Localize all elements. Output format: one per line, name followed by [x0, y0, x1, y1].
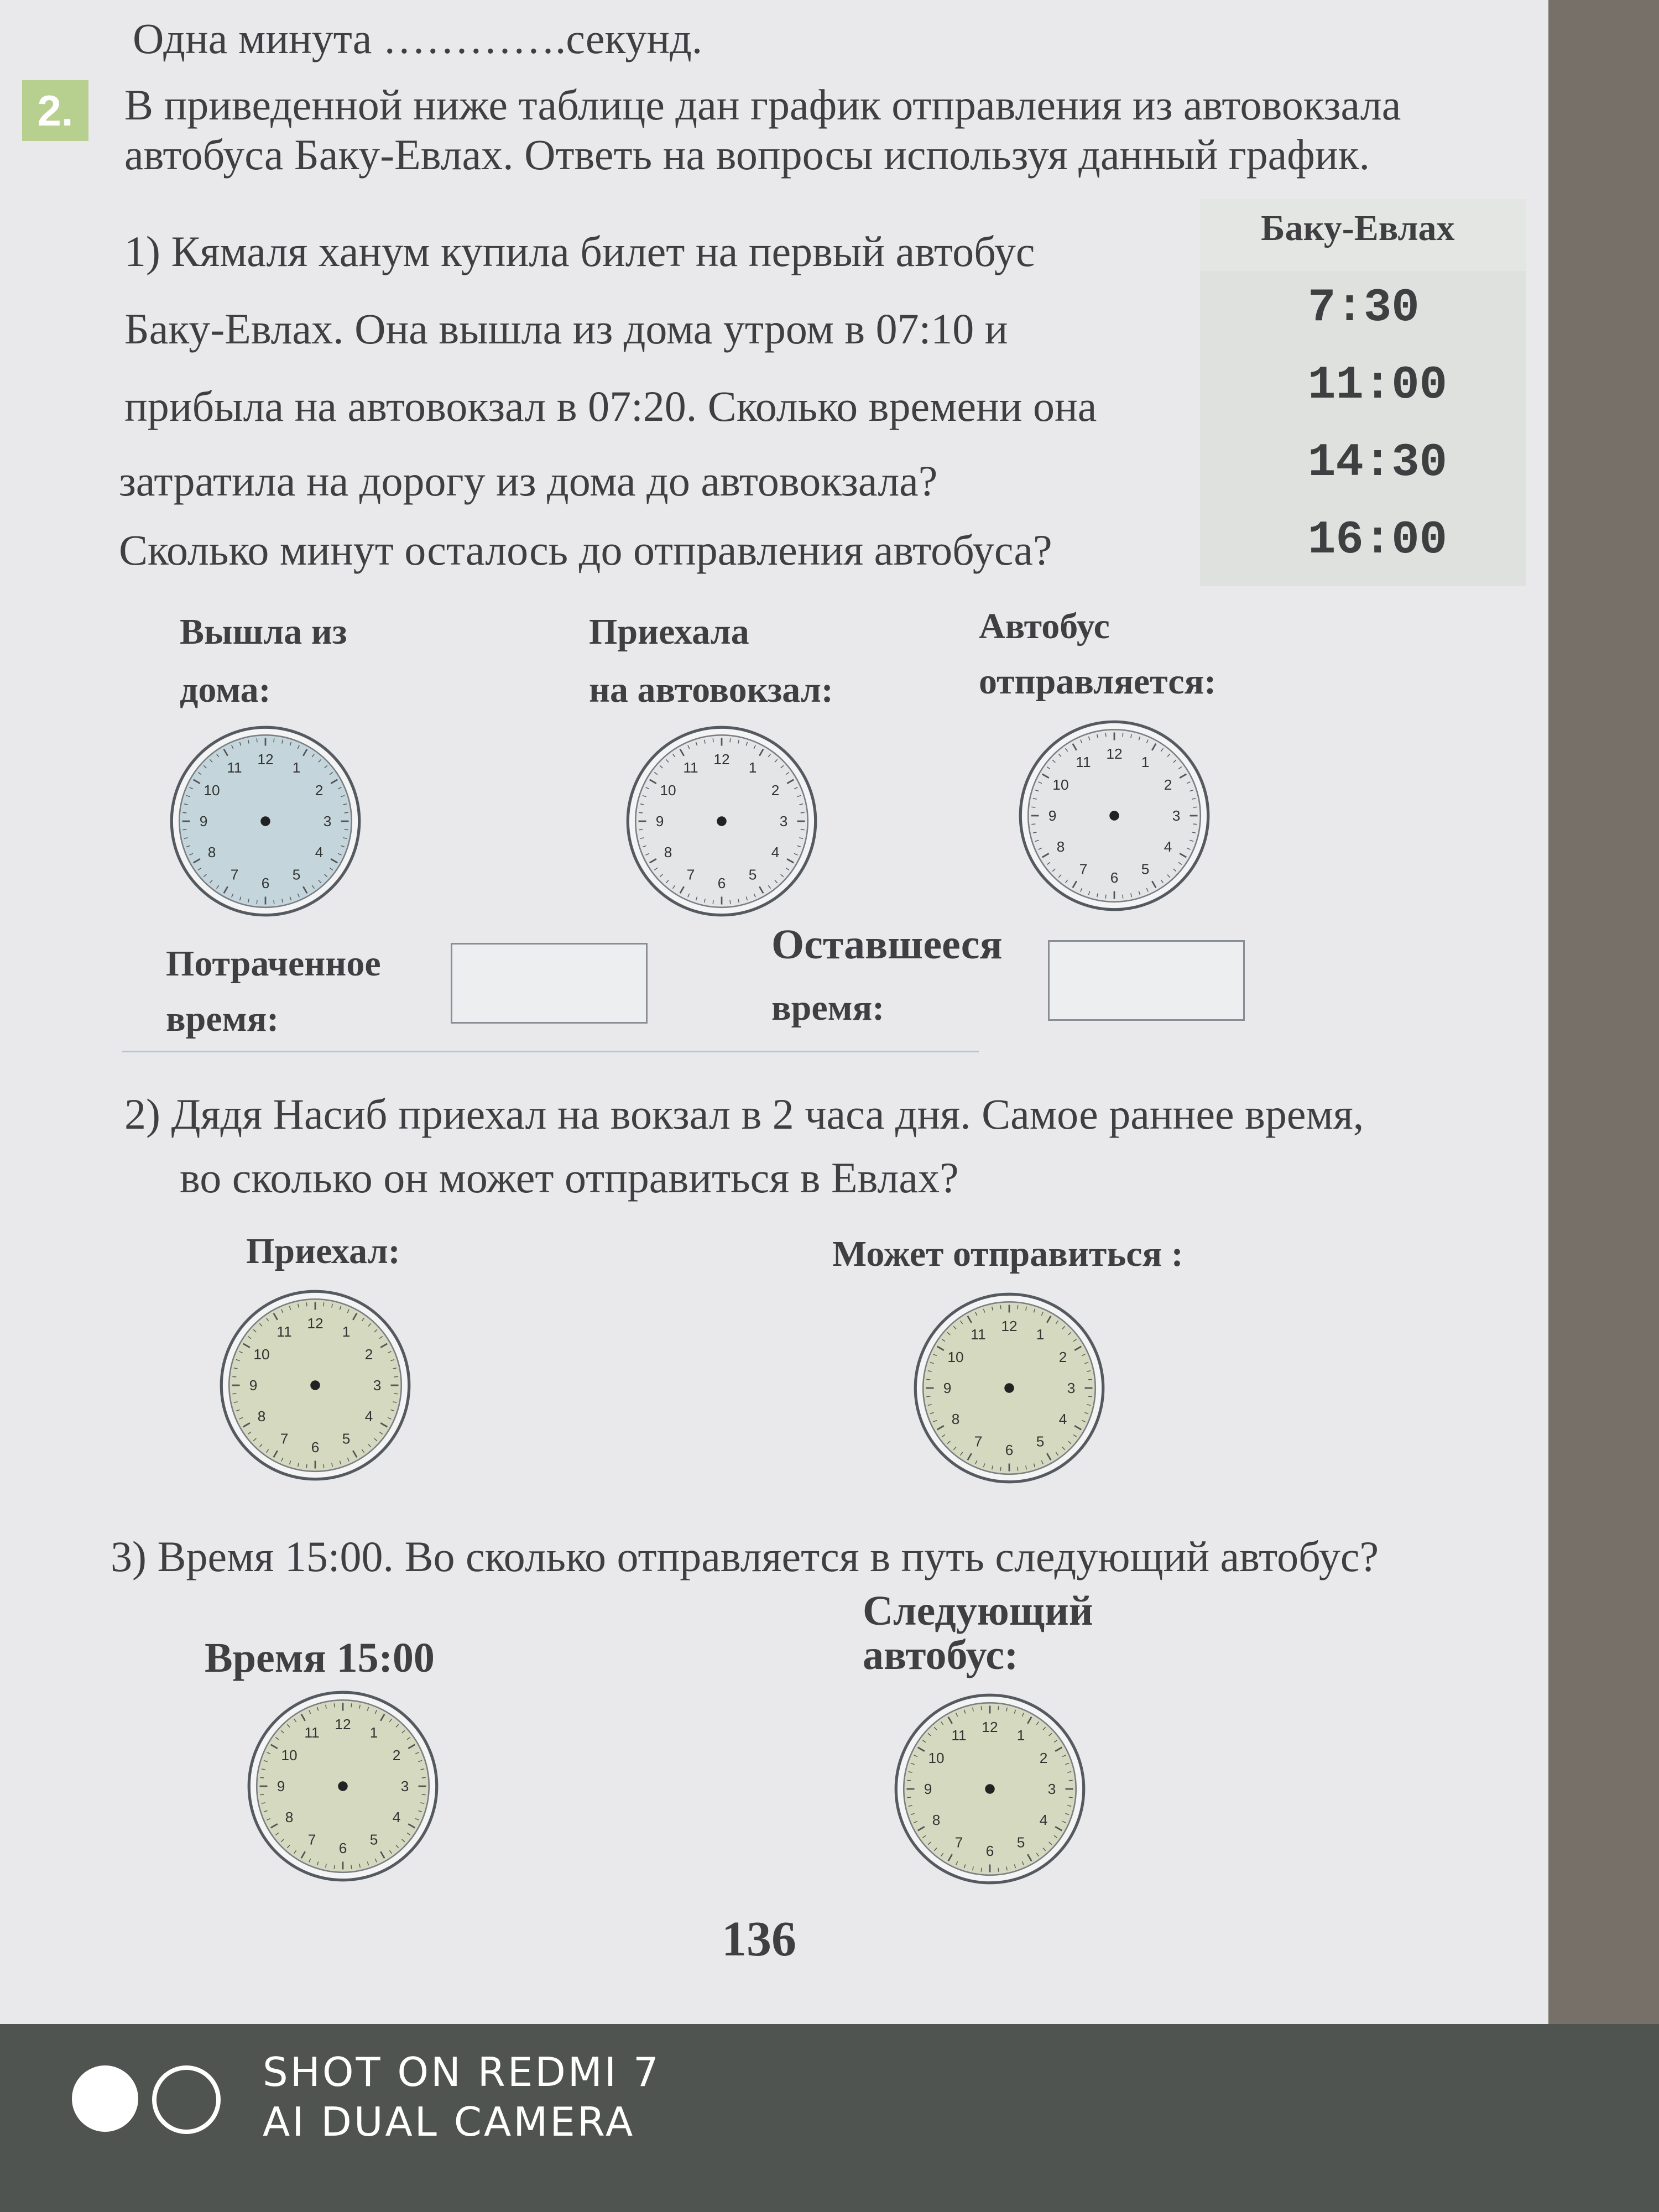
clock-center-dot	[260, 816, 270, 826]
clock-number: 11	[304, 1724, 320, 1741]
clock-number: 3	[400, 1777, 409, 1794]
top-line: Одна минута ………….секунд.	[133, 14, 703, 62]
q3-line: 3) Время 15:00. Во сколько отправляется в путь следующий автобус?	[111, 1532, 1379, 1580]
clock-number: 5	[292, 866, 301, 883]
clock-number: 11	[683, 759, 698, 776]
schedule-header: Баку-Евлах	[1261, 208, 1455, 248]
clock-number: 1	[1036, 1326, 1045, 1343]
clock-number: 2	[1058, 1348, 1067, 1365]
q1-label-departs-a: Автобус	[979, 606, 1110, 646]
clock-number: 12	[713, 750, 730, 768]
clock-number: 9	[943, 1379, 952, 1396]
schedule-time-4: 16:00	[1308, 514, 1448, 567]
clock-number: 6	[717, 874, 726, 891]
clock-number: 4	[1058, 1410, 1067, 1427]
clock-number: 5	[748, 866, 757, 883]
remaining-time-label-b: время:	[771, 988, 885, 1028]
clock-number: 6	[261, 874, 270, 891]
clock-departs-icon	[1018, 719, 1211, 912]
clock-number: 6	[338, 1839, 347, 1856]
clock-number: 9	[276, 1777, 285, 1794]
clock-number: 5	[1141, 860, 1150, 878]
clock-number: 2	[392, 1746, 401, 1764]
clock-number: 1	[342, 1323, 351, 1340]
clock-number: 12	[335, 1715, 351, 1733]
page-edge-shadow	[1548, 0, 1659, 2057]
spent-time-label-b: время:	[166, 999, 279, 1039]
clock-number: 11	[227, 759, 242, 776]
clock-number: 10	[204, 781, 220, 799]
clock-number: 2	[315, 781, 324, 799]
watermark-line-2: AI DUAL CAMERA	[263, 2099, 635, 2145]
q1-line-5: Сколько минут осталось до отправления автобуса?	[119, 526, 1052, 574]
clock-center-dot	[1109, 811, 1119, 821]
clock-number: 9	[249, 1376, 258, 1394]
schedule-time-3: 14:30	[1308, 437, 1448, 489]
q1-label-left-home-a: Вышла из	[180, 612, 347, 652]
camera-logo-ring-icon	[152, 2065, 221, 2134]
clock-number: 7	[280, 1430, 289, 1447]
q1-label-left-home-b: дома:	[180, 670, 271, 710]
clock-number: 7	[974, 1433, 983, 1450]
background-surface	[0, 2024, 1659, 2212]
q1-label-arrived-a: Приехала	[589, 612, 749, 652]
page-number: 136	[722, 1912, 796, 1966]
clock-number: 12	[1001, 1317, 1018, 1334]
clock-number: 12	[1106, 745, 1123, 762]
clock-number: 7	[954, 1834, 963, 1851]
clock-number: 6	[985, 1842, 994, 1859]
clock-number: 1	[748, 759, 757, 776]
clock-q3-time-icon	[246, 1689, 440, 1883]
clock-number: 10	[928, 1749, 945, 1766]
clock-arrived-icon	[625, 724, 818, 918]
clock-number: 11	[276, 1323, 292, 1340]
clock-number: 11	[971, 1326, 986, 1343]
schedule-time-2: 11:00	[1308, 359, 1448, 412]
q2-arrived-label: Приехал:	[246, 1231, 400, 1271]
clock-center-dot	[985, 1784, 995, 1794]
clock-number: 10	[253, 1345, 270, 1363]
clock-number: 8	[285, 1808, 294, 1825]
q3-time-label: Время 15:00	[205, 1635, 435, 1681]
clock-number: 5	[342, 1430, 351, 1447]
task-intro-line-2: автобуса Баку-Евлах. Ответь на вопросы используя данный график.	[124, 131, 1370, 179]
clock-number: 1	[1141, 753, 1150, 770]
clock-number: 11	[1076, 753, 1091, 770]
clock-number: 7	[1079, 860, 1088, 878]
clock-number: 5	[1036, 1433, 1045, 1450]
clock-number: 4	[392, 1808, 401, 1825]
clock-number: 9	[924, 1780, 932, 1797]
clock-q2-arrived-icon	[218, 1288, 412, 1482]
clock-number: 4	[1164, 838, 1172, 855]
schedule-time-1: 7:30	[1308, 282, 1420, 335]
clock-center-dot	[717, 816, 727, 826]
clock-number: 9	[655, 812, 664, 830]
clock-number: 6	[311, 1438, 320, 1455]
clock-number: 10	[660, 781, 676, 799]
spent-time-label-a: Потраченное	[166, 943, 381, 984]
clock-number: 6	[1005, 1441, 1014, 1458]
clock-center-dot	[310, 1380, 320, 1390]
clock-q3-next-bus-icon	[893, 1692, 1087, 1886]
clock-number: 3	[1172, 807, 1181, 824]
clock-number: 8	[951, 1410, 960, 1427]
clock-number: 12	[257, 750, 274, 768]
clock-number: 7	[230, 866, 239, 883]
clock-number: 10	[1052, 776, 1069, 793]
q1-label-arrived-b: на автовокзал:	[589, 670, 833, 710]
q1-line-4: затратила на дорогу из дома до автовокзала?	[119, 457, 938, 505]
clock-number: 8	[932, 1811, 941, 1828]
clock-number: 8	[1056, 838, 1065, 855]
task-number-badge: 2.	[22, 80, 88, 141]
clock-number: 7	[307, 1831, 316, 1848]
camera-logo-filled-circle-icon	[72, 2065, 138, 2132]
clock-number: 6	[1110, 869, 1119, 886]
clock-number: 1	[369, 1724, 378, 1741]
clock-number: 2	[771, 781, 780, 799]
q3-next-bus-label-b: автобус:	[863, 1632, 1019, 1678]
clock-number: 2	[364, 1345, 373, 1363]
clock-number: 1	[1016, 1726, 1025, 1744]
clock-number: 9	[1048, 807, 1057, 824]
remaining-time-answer-box[interactable]	[1048, 940, 1245, 1021]
clock-number: 8	[257, 1407, 266, 1425]
clock-number: 5	[369, 1831, 378, 1848]
watermark-line-1: SHOT ON REDMI 7	[263, 2049, 661, 2095]
clock-number: 4	[771, 843, 780, 860]
clock-center-dot	[338, 1781, 348, 1791]
clock-number: 4	[1039, 1811, 1048, 1828]
section-divider	[122, 1051, 979, 1052]
clock-number: 2	[1039, 1749, 1048, 1766]
clock-number: 3	[1047, 1780, 1056, 1797]
q1-line-2: Баку-Евлах. Она вышла из дома утром в 07:10 и	[124, 305, 1008, 353]
q2-can-depart-label: Может отправиться :	[832, 1234, 1183, 1274]
clock-number: 10	[947, 1348, 964, 1365]
clock-number: 4	[315, 843, 324, 860]
q1-label-departs-b: отправляется:	[979, 661, 1217, 702]
clock-number: 5	[1016, 1834, 1025, 1851]
clock-number: 7	[686, 866, 695, 883]
clock-number: 8	[207, 843, 216, 860]
remaining-time-label-a: Оставшееся	[771, 921, 1003, 968]
q2-line-1: 2) Дядя Насиб приехал на вокзал в 2 часа дня. Самое раннее время,	[124, 1090, 1364, 1138]
clock-number: 2	[1164, 776, 1172, 793]
clock-number: 1	[292, 759, 301, 776]
clock-center-dot	[1004, 1383, 1014, 1393]
clock-left-home-icon	[169, 724, 362, 918]
clock-number: 12	[982, 1718, 998, 1735]
spent-time-answer-box[interactable]	[451, 943, 648, 1024]
clock-number: 4	[364, 1407, 373, 1425]
q1-line-1: 1) Кямаля ханум купила билет на первый автобус	[124, 227, 1035, 275]
clock-number: 9	[199, 812, 208, 830]
clock-number: 3	[1067, 1379, 1076, 1396]
q3-next-bus-label-a: Следующий	[863, 1588, 1093, 1634]
clock-number: 3	[779, 812, 788, 830]
clock-number: 8	[664, 843, 672, 860]
clock-number: 3	[323, 812, 332, 830]
clock-number: 11	[951, 1726, 967, 1744]
clock-number: 3	[373, 1376, 382, 1394]
task-intro-line-1: В приведенной ниже таблице дан график отправления из автовокзала	[124, 81, 1401, 129]
q2-line-2: во сколько он может отправиться в Евлах?	[180, 1154, 959, 1202]
q1-line-3: прибыла на автовокзал в 07:20. Сколько времени она	[124, 382, 1097, 430]
clock-number: 12	[307, 1314, 324, 1332]
clock-q2-can-depart-icon	[912, 1291, 1106, 1485]
clock-number: 10	[281, 1746, 298, 1764]
